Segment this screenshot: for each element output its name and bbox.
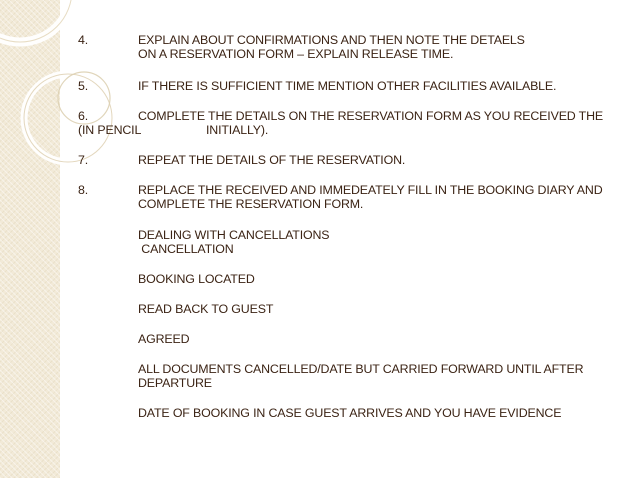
cancellation-step-read-back: READ BACK TO GUEST	[138, 302, 274, 316]
item-number-7: 7.	[78, 153, 89, 167]
cancellation-step-agreed: AGREED	[138, 332, 190, 346]
item-5-line-1: IF THERE IS SUFFICIENT TIME MENTION OTHER FACILITIES AVAILABLE.	[138, 79, 557, 93]
item-number-8: 8.	[78, 183, 89, 197]
item-number-6: 6.	[78, 109, 89, 123]
cancellation-step-booking-located: BOOKING LOCATED	[138, 272, 255, 286]
item-7-line-1: REPEAT THE DETAILS OF THE RESERVATION.	[138, 153, 406, 167]
item-8-line-2: COMPLETE THE RESERVATION FORM.	[138, 197, 364, 211]
item-number-4: 4.	[78, 33, 89, 47]
cancellation-documents-line-1: ALL DOCUMENTS CANCELLED/DATE BUT CARRIED FORWARD UNTIL AFTER	[138, 362, 584, 376]
item-6-continuation-right: INITIALLY).	[206, 123, 269, 137]
item-6-continuation-left: (IN PENCIL	[78, 123, 142, 137]
item-8-line-1: REPLACE THE RECEIVED AND IMMEDEATELY FILL IN THE BOOKING DIARY AND	[138, 183, 603, 197]
item-4-line-2: ON A RESERVATION FORM – EXPLAIN RELEASE TIME.	[138, 47, 454, 61]
cancellations-heading: DEALING WITH CANCELLATIONS	[138, 228, 330, 242]
cancellations-subheading: CANCELLATION	[138, 242, 234, 256]
cancellation-documents-line-2: DEPARTURE	[138, 376, 212, 390]
item-4-line-1: EXPLAIN ABOUT CONFIRMATIONS AND THEN NOTE THE DETAELS	[138, 33, 525, 47]
item-6-line-1: COMPLETE THE DETAILS ON THE RESERVATION FORM AS YOU RECEIVED THE	[138, 109, 604, 123]
item-number-5: 5.	[78, 79, 89, 93]
cancellation-final-note: DATE OF BOOKING IN CASE GUEST ARRIVES AND YOU HAVE EVIDENCE	[138, 406, 562, 420]
